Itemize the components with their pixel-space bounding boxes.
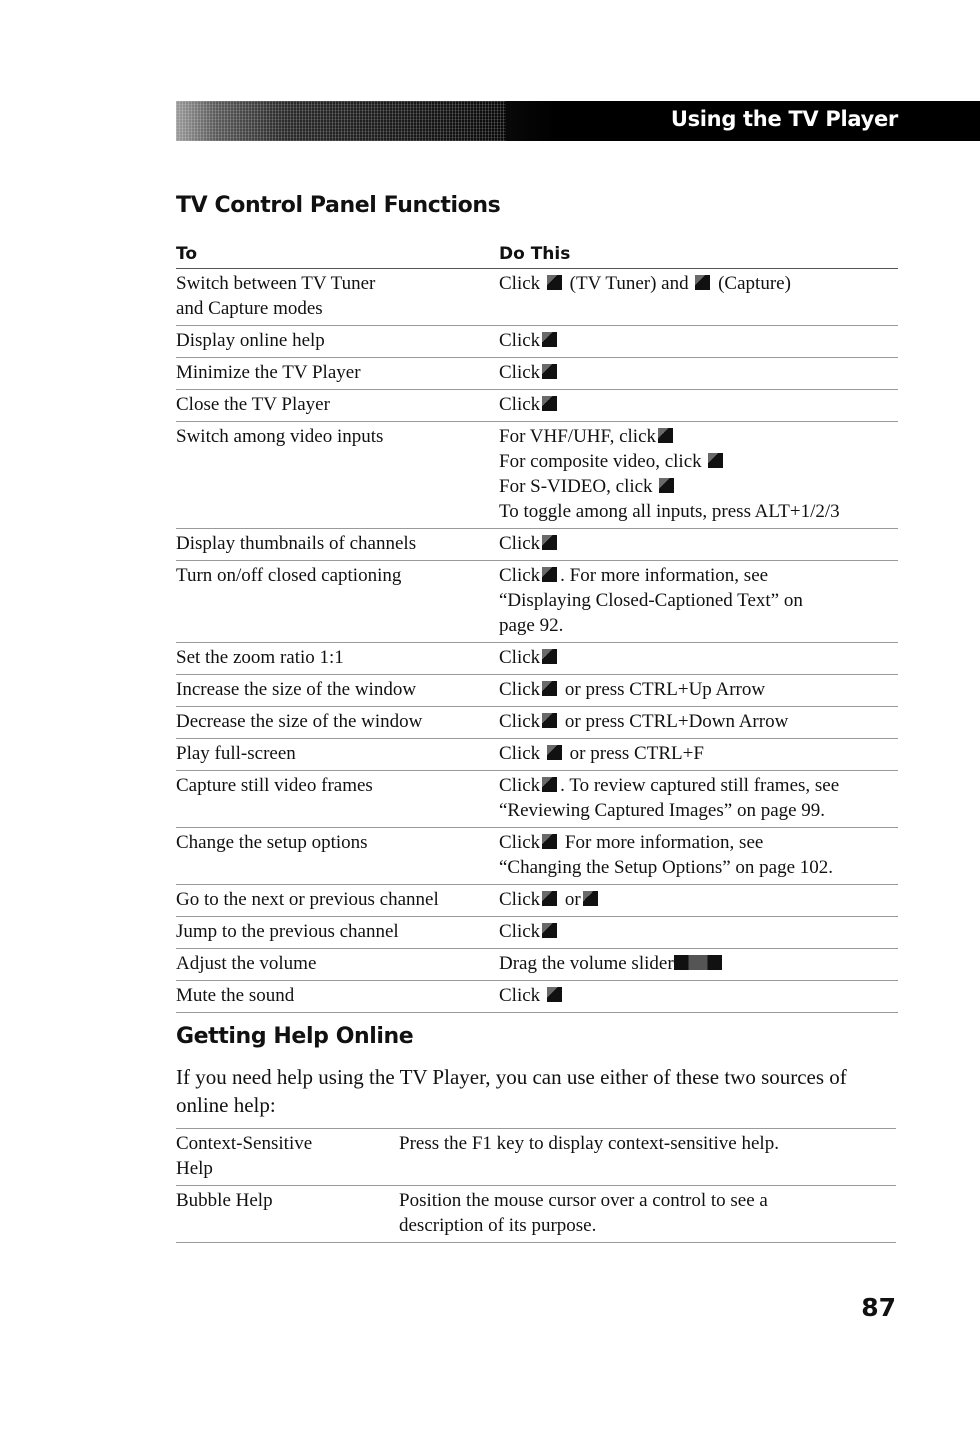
cell-text: Play full-screen <box>176 743 296 764</box>
full-screen-icon <box>547 745 562 760</box>
cell-do-this <box>499 645 919 670</box>
table-row <box>176 529 898 561</box>
help-source-description <box>399 1131 899 1156</box>
increase-size-icon <box>542 681 557 696</box>
table-row <box>176 828 898 885</box>
cell-line <box>499 424 919 449</box>
cell-text: For S-VIDEO, click <box>499 476 658 497</box>
table-row <box>176 771 898 828</box>
cell-text: (Capture) <box>713 273 791 294</box>
help-source-name <box>176 1131 391 1181</box>
cell-text: For more information, see <box>560 832 764 853</box>
cell-text: Switch between TV Tuner <box>176 273 376 294</box>
table-row <box>176 326 898 358</box>
cell-line <box>499 919 919 944</box>
cell-do-this <box>499 741 919 766</box>
cell-text: Display thumbnails of channels <box>176 533 417 554</box>
tv-tuner-icon <box>547 275 562 290</box>
table-row <box>176 269 898 326</box>
cell-do-this <box>499 563 919 638</box>
help-sources-table <box>176 1128 896 1243</box>
cell-to <box>176 645 496 670</box>
cell-text: Click <box>499 832 541 853</box>
cell-to <box>176 951 496 976</box>
cell-line <box>499 613 919 638</box>
help-intro-paragraph: If you need help using the TV Player, you can use either of these two sources of online help: <box>176 1065 847 1117</box>
cell-text: or press CTRL+Up Arrow <box>560 679 766 700</box>
cell-text: “Changing the Setup Options” on page 102. <box>499 857 834 878</box>
cell-line <box>499 474 919 499</box>
cell-line <box>499 328 919 353</box>
cell-do-this <box>499 360 919 385</box>
cell-do-this <box>499 271 919 296</box>
section-title-tv-control-panel: TV Control Panel Functions <box>176 193 501 218</box>
composite-video-icon <box>708 453 723 468</box>
cell-text: Click <box>499 533 541 554</box>
cell-line <box>499 645 919 670</box>
cell-text: or <box>560 889 581 910</box>
cell-to <box>176 531 496 556</box>
cell-do-this <box>499 919 919 944</box>
cell-text: Click <box>499 565 541 586</box>
cell-line <box>499 271 919 296</box>
cell-to <box>176 773 496 798</box>
table-row <box>176 561 898 643</box>
cell-to <box>176 360 496 385</box>
cell-text: Click <box>499 679 541 700</box>
table-header <box>176 238 898 269</box>
cell-do-this <box>499 951 919 976</box>
cell-do-this <box>499 830 919 880</box>
cell-line <box>499 392 919 417</box>
cell-line <box>499 773 919 798</box>
table-row <box>176 949 898 981</box>
cell-text: Bubble Help <box>176 1190 273 1211</box>
cell-to <box>176 328 496 353</box>
cell-text: For VHF/UHF, click <box>499 426 657 447</box>
cell-do-this <box>499 773 919 823</box>
table-row <box>176 422 898 529</box>
thumbnails-icon <box>542 535 557 550</box>
page-number: 87 <box>861 1293 896 1322</box>
cell-text: Click <box>499 394 541 415</box>
channel-down-icon <box>583 891 598 906</box>
cell-do-this <box>499 887 919 912</box>
cell-do-this <box>499 328 919 353</box>
table-row <box>176 1186 896 1243</box>
cell-text: Adjust the volume <box>176 953 317 974</box>
cell-to <box>176 271 496 321</box>
decrease-size-icon <box>542 713 557 728</box>
cell-line <box>499 563 919 588</box>
cell-line <box>499 709 919 734</box>
cell-do-this <box>499 709 919 734</box>
cell-line <box>499 449 919 474</box>
cell-do-this <box>499 531 919 556</box>
cell-text: Set the zoom ratio 1:1 <box>176 647 344 668</box>
close-icon <box>542 396 557 411</box>
cell-line <box>499 588 919 613</box>
cell-line <box>499 741 919 766</box>
cell-to <box>176 709 496 734</box>
table-row <box>176 1129 896 1186</box>
cell-do-this <box>499 424 919 524</box>
cell-text: Click <box>499 921 541 942</box>
help-icon <box>542 332 557 347</box>
cell-text: Go to the next or previous channel <box>176 889 439 910</box>
cell-line <box>499 830 919 855</box>
cell-text: Increase the size of the window <box>176 679 417 700</box>
cell-text: Click <box>499 889 541 910</box>
table-row <box>176 981 898 1013</box>
cell-to <box>176 677 496 702</box>
cell-line <box>499 360 919 385</box>
cell-to <box>176 392 496 417</box>
cell-to <box>176 919 496 944</box>
banner-title: Using the TV Player <box>670 107 898 131</box>
cell-text: Mute the sound <box>176 985 295 1006</box>
cell-text: Click <box>499 647 541 668</box>
cell-text: Click <box>499 273 545 294</box>
volume-slider-icon <box>674 955 722 970</box>
cell-text: Click <box>499 362 541 383</box>
cell-text: Display online help <box>176 330 325 351</box>
cell-text: (TV Tuner) and <box>564 273 694 294</box>
cell-line <box>499 499 919 524</box>
cell-text: Context-Sensitive <box>176 1133 313 1154</box>
column-header-to: To <box>176 244 198 264</box>
channel-up-icon <box>542 891 557 906</box>
cell-line <box>499 887 919 912</box>
table-row <box>176 675 898 707</box>
table-row <box>176 739 898 771</box>
capture-icon <box>695 275 710 290</box>
cell-do-this <box>499 392 919 417</box>
cell-text: and Capture modes <box>176 298 323 319</box>
cell-text: Drag the volume slider <box>499 953 674 974</box>
capture-still-icon <box>542 777 557 792</box>
banner-texture <box>176 101 506 141</box>
cell-line <box>499 855 919 880</box>
cell-to <box>176 830 496 855</box>
cell-text: . For more information, see <box>560 565 769 586</box>
mute-icon <box>547 987 562 1002</box>
table-row <box>176 358 898 390</box>
cell-to <box>176 563 496 588</box>
section-title-help-online: Getting Help Online <box>176 1024 414 1049</box>
cell-text: Turn on/off closed captioning <box>176 565 402 586</box>
cell-text: “Reviewing Captured Images” on page 99. <box>499 800 826 821</box>
cell-to <box>176 983 496 1008</box>
cell-line <box>499 983 919 1008</box>
cell-text: page 92. <box>499 615 564 636</box>
previous-channel-icon <box>542 923 557 938</box>
cell-text: Help <box>176 1158 213 1179</box>
cell-text: To toggle among all inputs, press ALT+1/2/3 <box>499 501 840 522</box>
cell-text: Decrease the size of the window <box>176 711 423 732</box>
cell-do-this <box>499 677 919 702</box>
table-row <box>176 390 898 422</box>
cell-text: Position the mouse cursor over a control to see a <box>399 1190 768 1211</box>
minimize-icon <box>542 364 557 379</box>
cell-text: or press CTRL+F <box>564 743 704 764</box>
help-source-name <box>176 1188 391 1213</box>
closed-caption-icon <box>542 567 557 582</box>
cell-to <box>176 424 496 449</box>
cell-text: Click <box>499 711 541 732</box>
cell-text: Close the TV Player <box>176 394 330 415</box>
table-row <box>176 885 898 917</box>
zoom-1-1-icon <box>542 649 557 664</box>
header-banner <box>176 101 980 141</box>
cell-to <box>176 741 496 766</box>
column-header-do-this: Do This <box>499 244 571 264</box>
cell-text: Click <box>499 985 545 1006</box>
cell-text: Switch among video inputs <box>176 426 384 447</box>
s-video-icon <box>659 478 674 493</box>
cell-text: Press the F1 key to display context-sensitive help. <box>399 1133 779 1154</box>
cell-do-this <box>499 983 919 1008</box>
table-body <box>176 269 898 1013</box>
cell-line <box>499 798 919 823</box>
table-row <box>176 707 898 739</box>
cell-text: “Displaying Closed-Captioned Text” on <box>499 590 803 611</box>
cell-text: Click <box>499 743 545 764</box>
table-row <box>176 917 898 949</box>
help-source-description <box>399 1188 899 1238</box>
tv-control-functions-table <box>176 238 898 1013</box>
vhf-uhf-icon <box>658 428 673 443</box>
cell-text: description of its purpose. <box>399 1215 597 1236</box>
cell-line <box>499 531 919 556</box>
cell-text: Click <box>499 775 541 796</box>
cell-text: Change the setup options <box>176 832 368 853</box>
cell-text: Minimize the TV Player <box>176 362 361 383</box>
cell-line <box>499 677 919 702</box>
setup-icon <box>542 834 557 849</box>
cell-text: Click <box>499 330 541 351</box>
cell-text: For composite video, click <box>499 451 707 472</box>
table-row <box>176 643 898 675</box>
cell-text: Capture still video frames <box>176 775 373 796</box>
cell-to <box>176 887 496 912</box>
cell-text: . To review captured still frames, see <box>560 775 840 796</box>
cell-text: or press CTRL+Down Arrow <box>560 711 789 732</box>
cell-text: Jump to the previous channel <box>176 921 399 942</box>
cell-line <box>499 951 919 976</box>
